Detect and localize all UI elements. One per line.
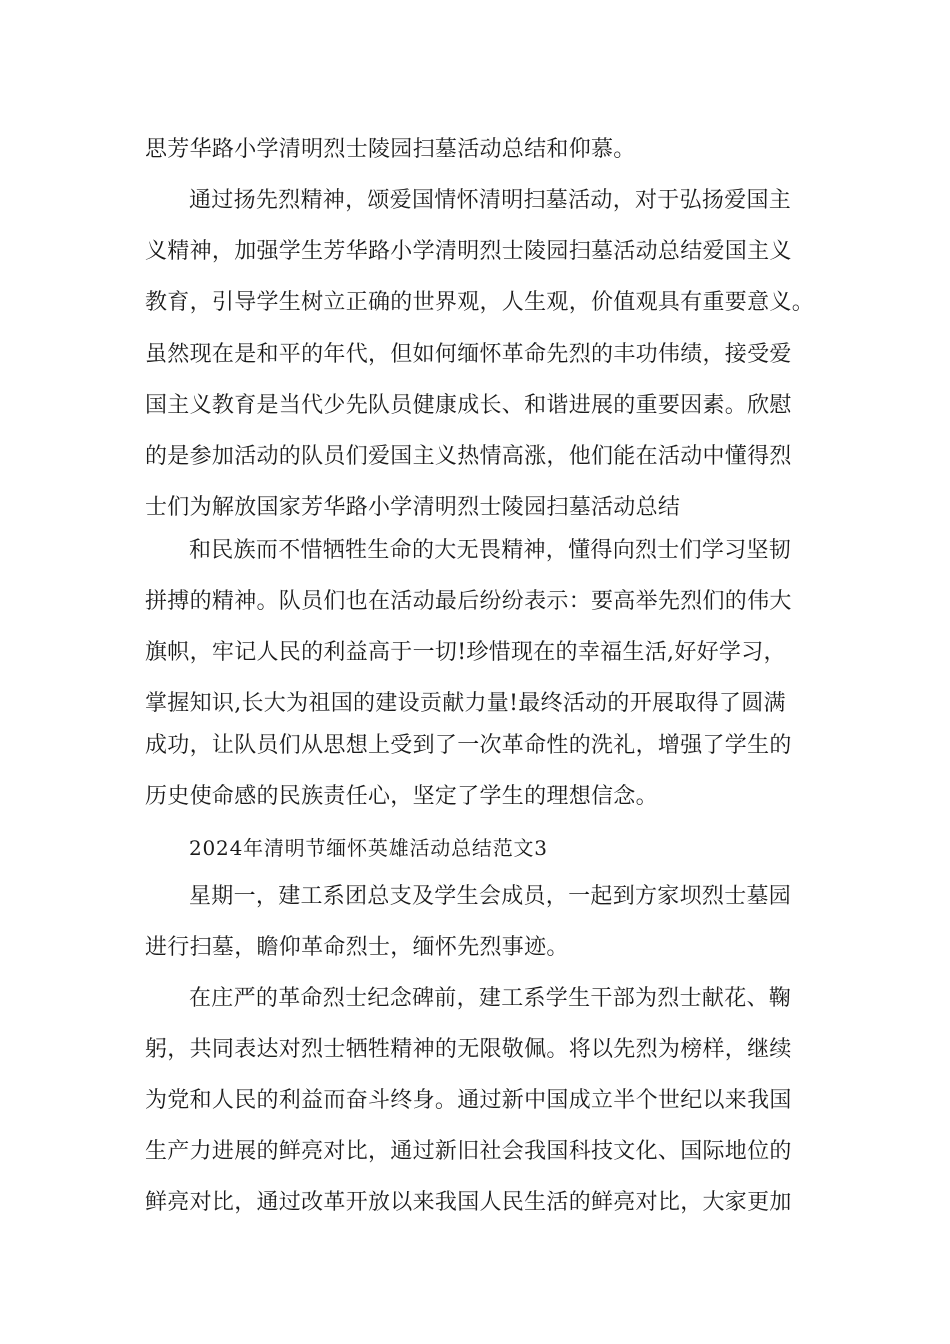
text-line: 思芳华路小学清明烈士陵园扫墓活动总结和仰慕。 — [145, 137, 636, 162]
text-line: 躬，共同表达对烈士牺牲精神的无限敬佩。将以先烈为榜样，继续 — [145, 1037, 792, 1062]
text-line: 拼搏的精神。队员们也在活动最后纷纷表示：要高举先烈们的伟大 — [145, 589, 792, 614]
text-line: 历史使命感的民族责任心，坚定了学生的理想信念。 — [145, 784, 658, 809]
section-heading: 2024年清明节缅怀英雄活动总结范文3 — [189, 836, 548, 860]
paragraph-start: 通过扬先烈精神，颂爱国情怀清明扫墓活动，对于弘扬爱国主 — [189, 188, 792, 213]
text-line: 虽然现在是和平的年代，但如何缅怀革命先烈的丰功伟绩，接受爱 — [145, 342, 792, 367]
paragraph-start: 星期一，建工系团总支及学生会成员，一起到方家坝烈士墓园 — [189, 884, 792, 909]
text-line: 旗帜，牢记人民的利益高于一切!珍惜现在的幸福生活,好好学习， — [145, 640, 786, 665]
text-line: 掌握知识,长大为祖国的建设贡献力量!最终活动的开展取得了圆满 — [145, 691, 786, 716]
text-line: 为党和人民的利益而奋斗终身。通过新中国成立半个世纪以来我国 — [145, 1088, 792, 1113]
text-line: 鲜亮对比，通过改革开放以来我国人民生活的鲜亮对比，大家更加 — [145, 1190, 792, 1215]
paragraph-start: 在庄严的革命烈士纪念碑前，建工系学生干部为烈士献花、鞠 — [189, 986, 792, 1011]
text-line: 义精神，加强学生芳华路小学清明烈士陵园扫墓活动总结爱国主义 — [145, 239, 792, 264]
text-line: 国主义教育是当代少先队员健康成长、和谐进展的重要因素。欣慰 — [145, 393, 792, 418]
text-line: 成功，让队员们从思想上受到了一次革命性的洗礼，增强了学生的 — [145, 733, 792, 758]
text-line: 进行扫墓，瞻仰革命烈士，缅怀先烈事迹。 — [145, 935, 569, 960]
text-line: 士们为解放国家芳华路小学清明烈士陵园扫墓活动总结 — [145, 495, 681, 520]
text-line: 教育，引导学生树立正确的世界观，人生观，价值观具有重要意义。 — [145, 290, 815, 315]
text-line: 生产力进展的鲜亮对比，通过新旧社会我国科技文化、国际地位的 — [145, 1139, 792, 1164]
paragraph-start: 和民族而不惜牺牲生命的大无畏精神，懂得向烈士们学习坚韧 — [189, 538, 792, 563]
text-line: 的是参加活动的队员们爱国主义热情高涨，他们能在活动中懂得烈 — [145, 444, 792, 469]
